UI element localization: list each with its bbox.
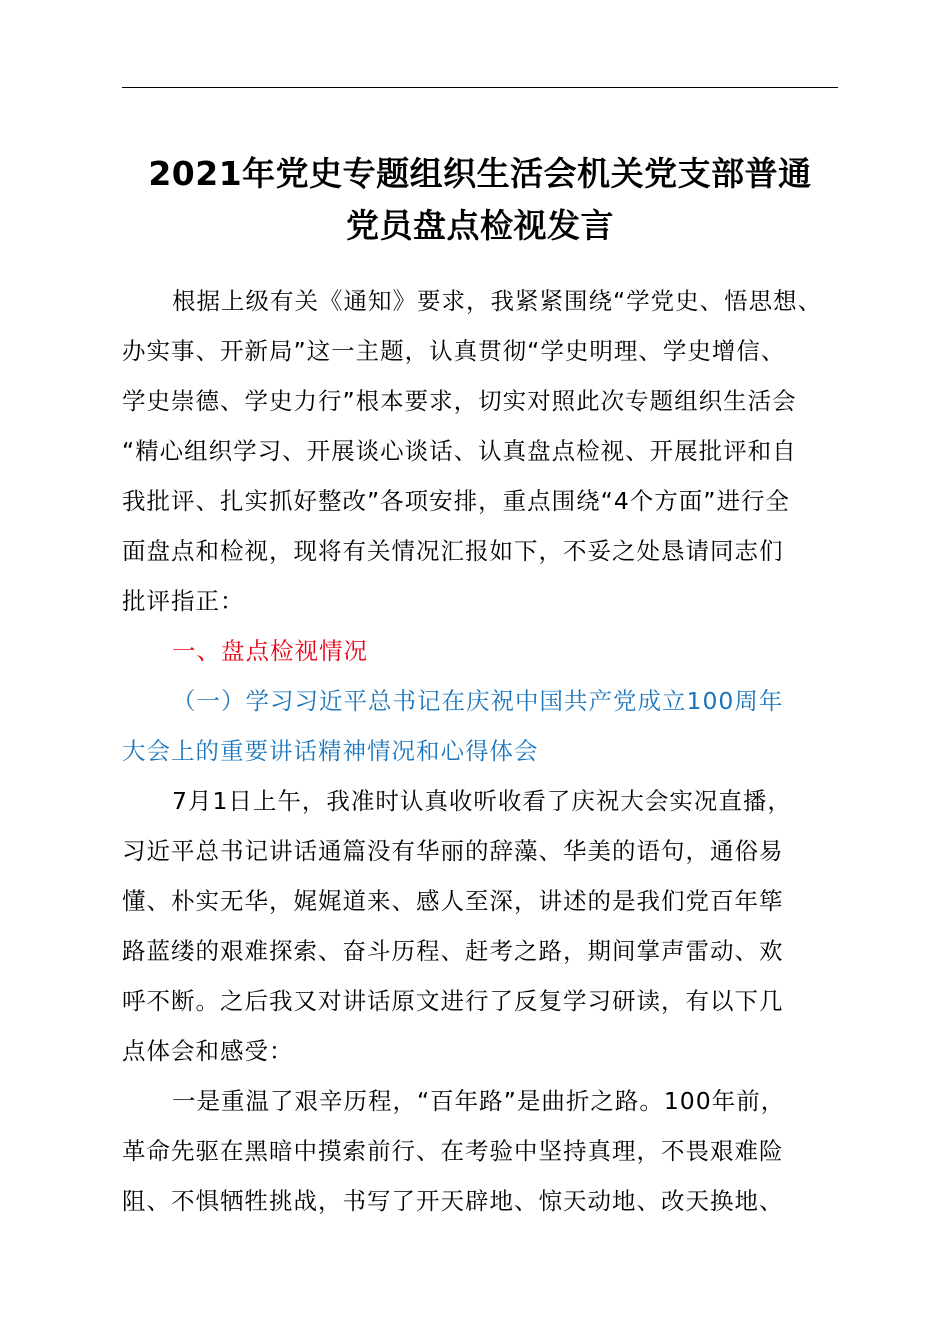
paragraph-line: 阻、不惧牺牲挑战，书写了开天辟地、惊天动地、改天换地、 [122, 1187, 784, 1215]
document-body [122, 276, 842, 1226]
paragraph-first-point [122, 1076, 842, 1226]
paragraph-line: 懂、朴实无华，娓娓道来、感人至深，讲述的是我们党百年筚 [122, 887, 784, 915]
subheading-line: 大会上的重要讲话精神情况和心得体会 [122, 737, 539, 765]
paragraph-line: 革命先驱在黑暗中摸索前行、在考验中坚持真理，不畏艰难险 [122, 1137, 784, 1165]
paragraph-line: 路蓝缕的艰难探索、奋斗历程、赶考之路，期间掌声雷动、欢 [122, 937, 784, 965]
paragraph-line: 习近平总书记讲话通篇没有华丽的辞藻、华美的语句，通俗易 [122, 837, 784, 865]
section-heading: 一、盘点检视情况 [172, 637, 368, 665]
paragraph-line: 办实事、开新局”这一主题，认真贯彻“学史明理、学史增信、 [122, 337, 786, 365]
paragraph-intro [122, 276, 842, 626]
paragraph-line: 批评指正： [122, 587, 245, 615]
paragraph-line: 面盘点和检视，现将有关情况汇报如下，不妥之处恳请同志们 [122, 537, 784, 565]
title-line-2: 党员盘点检视发言 [346, 206, 614, 245]
paragraph-line: 一是重温了艰辛历程，“百年路”是曲折之路。100年前， [172, 1087, 786, 1115]
paragraph-line: 根据上级有关《通知》要求，我紧紧围绕“学党史、悟思想、 [172, 287, 823, 315]
header-rule [122, 87, 838, 88]
paragraph-line: 呼不断。之后我又对讲话原文进行了反复学习研读，有以下几 [122, 987, 784, 1015]
paragraph-line: 学史崇德、学史力行”根本要求，切实对照此次专题组织生活会 [122, 387, 797, 415]
paragraph-line: “精心组织学习、开展谈心谈话、认真盘点检视、开展批评和自 [122, 437, 797, 465]
subsection-heading [122, 676, 842, 776]
paragraph-line: 点体会和感受： [122, 1037, 294, 1065]
paragraph-line: 7月1日上午，我准时认真收听收看了庆祝大会实况直播， [172, 787, 792, 815]
paragraph-line: 我批评、扎实抓好整改”各项安排，重点围绕“4个方面”进行全 [122, 487, 790, 515]
subheading-line: （一）学习习近平总书记在庆祝中国共产党成立100周年 [172, 687, 784, 715]
title-line-1: 2021年党史专题组织生活会机关党支部普通 [148, 154, 812, 193]
document-title [90, 148, 870, 252]
paragraph-impressions [122, 776, 842, 1076]
